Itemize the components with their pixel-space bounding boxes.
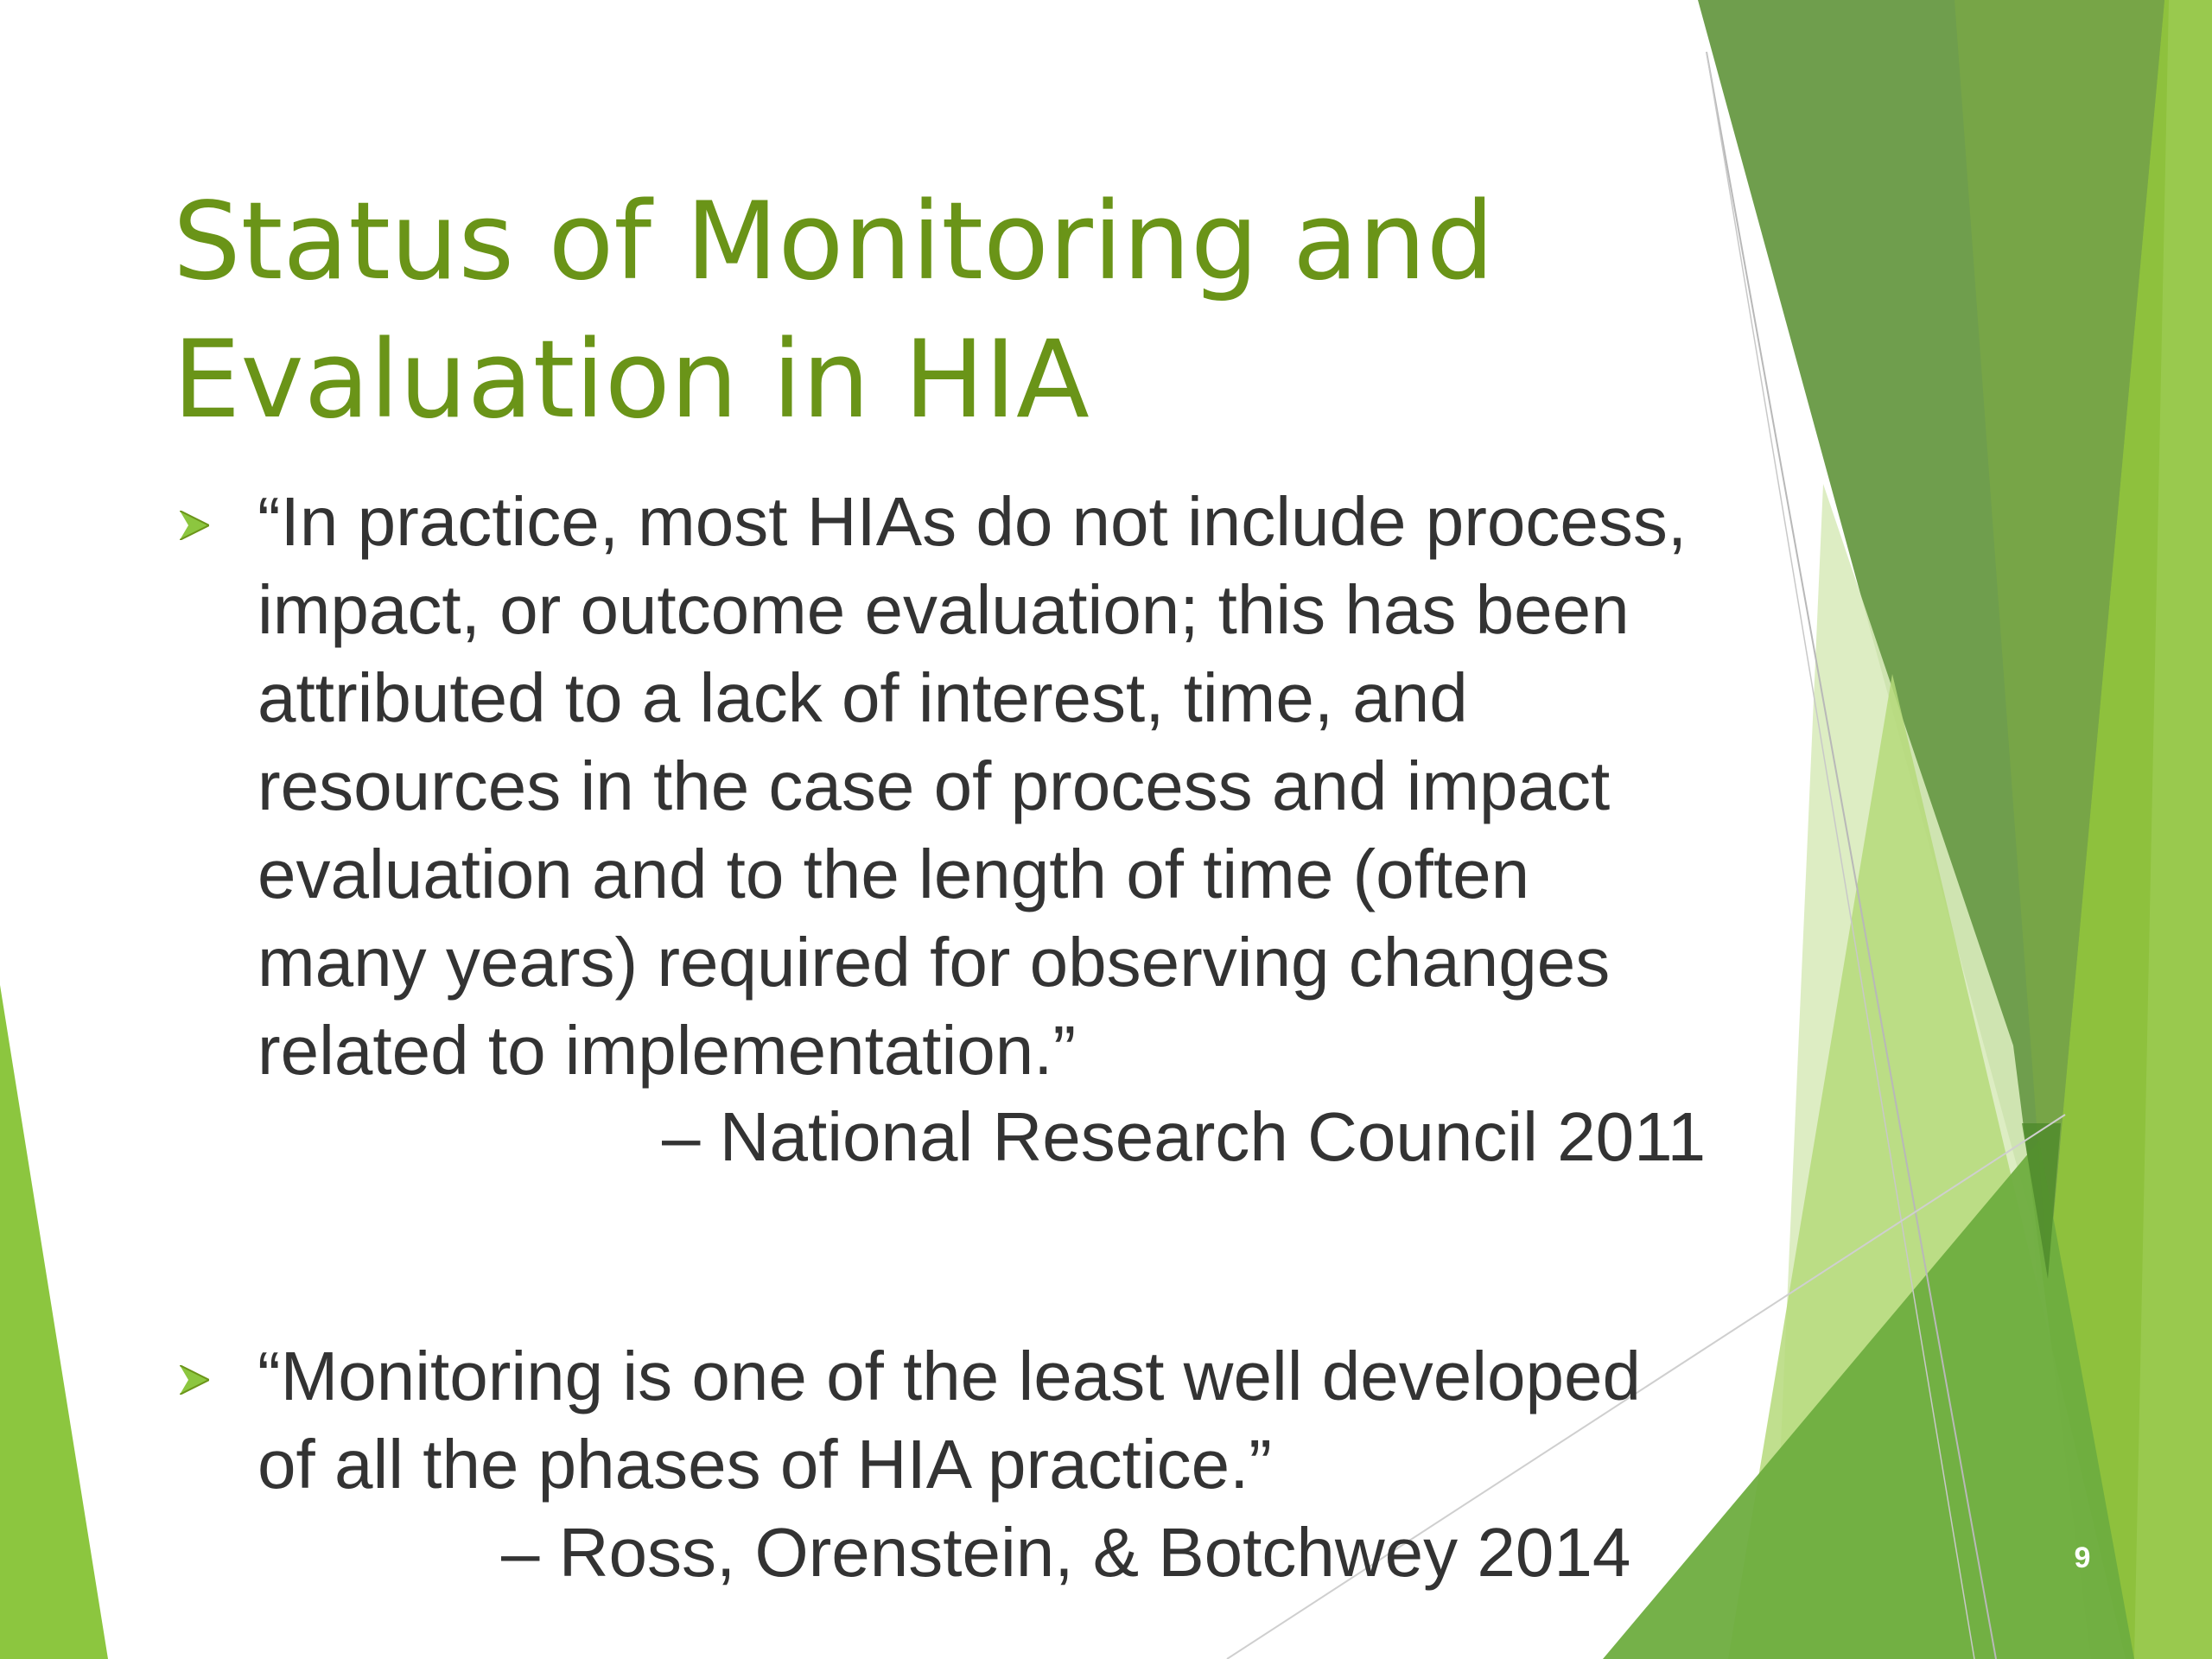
quote-line: evaluation and to the length of time (often	[257, 836, 1530, 912]
arrowhead-bullet-icon	[180, 1365, 209, 1395]
slide-title	[173, 173, 1555, 449]
quote-line: related to implementation.”	[257, 1012, 1077, 1089]
quote-line: attributed to a lack of interest, time, and	[257, 659, 1468, 736]
slide-number: 9	[2074, 1541, 2091, 1574]
quote-line: of all the phases of HIA practice.”	[257, 1426, 1272, 1503]
bullet-row	[173, 478, 1815, 1095]
left-green-shape	[0, 985, 108, 1659]
attribution-nrc: – National Research Council 2011	[662, 1098, 1707, 1175]
quote-line: many years) required for observing changes	[257, 924, 1611, 1001]
bullet-nrc-quote	[173, 478, 1815, 1095]
title-line: Evaluation in HIA	[173, 318, 1090, 442]
quote-line: resources in the case of process and impact	[257, 747, 1611, 824]
title-line: Status of Monitoring and	[173, 180, 1495, 304]
bullet-ross-quote	[173, 1332, 1815, 1509]
arrowhead-bullet-icon	[180, 511, 209, 540]
quote-line: “Monitoring is one of the least well developed	[257, 1338, 1641, 1414]
quote-line: impact, or outcome evaluation; this has been	[257, 571, 1630, 648]
bullet-row	[173, 1332, 1815, 1509]
attribution-ross: – Ross, Orenstein, & Botchwey 2014	[501, 1514, 1631, 1591]
quote-line: “In practice, most HIAs do not include process,	[257, 483, 1688, 560]
